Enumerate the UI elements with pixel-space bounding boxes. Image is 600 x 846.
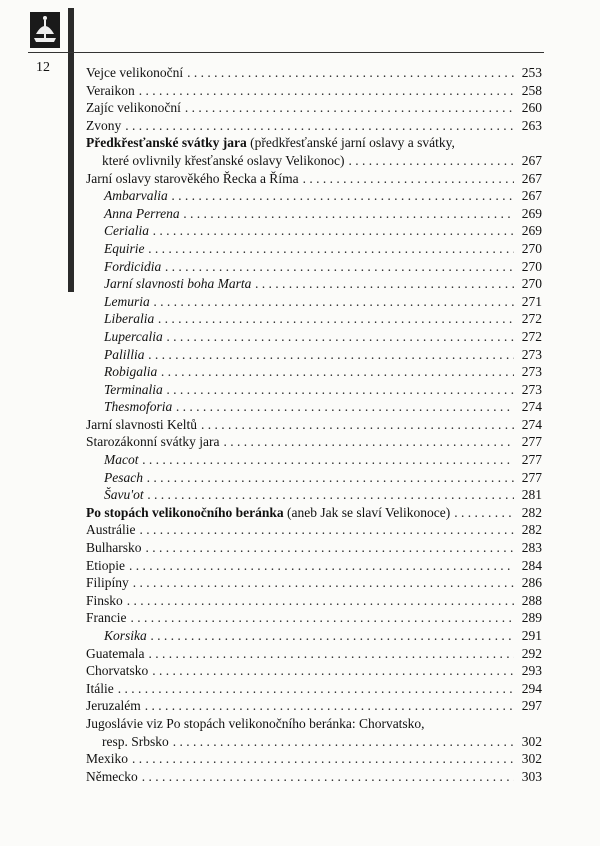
- toc-entry: [86, 381, 542, 399]
- toc-entry-title: Cerialia: [104, 223, 150, 239]
- toc-entry-title: Chorvatsko: [86, 663, 149, 679]
- toc-entry-title: Jarní slavnosti boha Marta: [104, 276, 252, 292]
- toc-entry: [86, 539, 542, 557]
- toc-leader-dots: [148, 486, 514, 504]
- toc-leader-dots: [154, 293, 514, 311]
- toc-entry-title: [86, 504, 450, 522]
- toc-entry: [86, 662, 542, 680]
- toc-leader-dots: [172, 187, 514, 205]
- toc-entry: [86, 240, 542, 258]
- toc-leader-dots: [223, 433, 514, 451]
- toc-entry: [86, 609, 542, 627]
- toc-entry-title: Anna Perrena: [104, 205, 180, 221]
- toc-entry-page: 297: [521, 698, 542, 714]
- toc-entry-title: Vejce velikonoční: [86, 65, 184, 80]
- toc-entry: [86, 504, 542, 522]
- toc-entry: [86, 275, 542, 293]
- toc-entry: [86, 433, 542, 451]
- toc-entry: [86, 258, 542, 276]
- toc-leader-dots: [167, 381, 514, 399]
- toc-entry-page: 258: [521, 82, 542, 98]
- toc-leader-dots: [133, 574, 514, 592]
- toc-entry-page: 270: [521, 240, 542, 256]
- toc-entry-title: Veraikon: [86, 82, 135, 98]
- toc-entry-page: 286: [521, 575, 542, 591]
- toc-entry-title: Thesmoforia: [104, 399, 173, 415]
- toc-entry-page: 292: [521, 645, 542, 661]
- toc-entry-page: 284: [521, 557, 542, 573]
- toc-entry-title: Jarní slavnosti Keltů: [86, 416, 197, 432]
- toc-entry-page: 253: [521, 65, 542, 80]
- toc-entry-title: Finsko: [86, 592, 123, 608]
- toc-leader-dots: [348, 152, 514, 170]
- toc-entry-page: 270: [521, 258, 542, 274]
- toc-entry-title: Pesach: [104, 469, 143, 485]
- toc-entry: [86, 627, 542, 645]
- toc-entry-page: 272: [521, 328, 542, 344]
- toc-entry-title-continued: které ovlivnily křesťanské oslavy Velikonoc): [102, 152, 345, 168]
- toc-entry: [86, 469, 542, 487]
- toc-entry-page: 294: [521, 680, 542, 696]
- toc-entry: [86, 521, 542, 539]
- toc-entry-title-rest: (předkřesťanské jarní oslavy a svátky,: [246, 135, 455, 151]
- toc-entry: [86, 592, 542, 610]
- toc-entry-title: Liberalia: [104, 311, 155, 327]
- toc-entry-page: 293: [521, 663, 542, 679]
- toc-entry-page: 274: [521, 416, 542, 432]
- toc-leader-dots: [142, 768, 514, 786]
- toc-entry-title: Guatemala: [86, 645, 145, 661]
- toc-leader-dots: [184, 205, 514, 223]
- toc-entry-page: 272: [521, 311, 542, 327]
- toc-leader-dots: [132, 750, 514, 768]
- toc-entry-page: 267: [521, 188, 542, 204]
- toc-entry: [86, 715, 542, 733]
- toc-leader-dots: [173, 733, 514, 751]
- toc-leader-dots: [139, 82, 514, 100]
- toc-entry-page: 267: [521, 152, 542, 168]
- toc-entry-title: Itálie: [86, 680, 114, 696]
- publisher-emblem-icon: [30, 12, 60, 48]
- toc-leader-dots: [149, 346, 515, 364]
- toc-entry-page: 273: [521, 381, 542, 397]
- toc-entry-title: Ambarvalia: [104, 188, 168, 204]
- toc-leader-dots: [118, 680, 514, 698]
- toc-entry-title-rest: (aneb Jak se slaví Velikonoce): [283, 504, 451, 520]
- toc-leader-dots: [303, 170, 514, 188]
- table-of-contents: [86, 64, 542, 785]
- toc-entry-title: Korsika: [104, 628, 147, 643]
- toc-leader-dots: [454, 504, 514, 522]
- toc-entry: [86, 328, 542, 346]
- toc-leader-dots: [147, 469, 514, 487]
- toc-leader-dots: [187, 64, 514, 82]
- toc-entry-title: Robigalia: [104, 364, 158, 380]
- toc-leader-dots: [167, 328, 514, 346]
- toc-entry-title: Lemuria: [104, 293, 150, 309]
- toc-entry-title: Zajíc velikonoční: [86, 100, 181, 116]
- toc-leader-dots: [176, 398, 514, 416]
- toc-entry-page: 273: [521, 364, 542, 380]
- toc-entry: [86, 451, 542, 469]
- toc-entry-page: 302: [521, 751, 542, 767]
- toc-entry-title-bold: Předkřesťanské svátky jara: [86, 135, 247, 151]
- toc-leader-dots: [158, 310, 514, 328]
- toc-leader-dots: [143, 451, 515, 469]
- toc-leader-dots: [153, 222, 514, 240]
- toc-entry: [86, 680, 542, 698]
- toc-entry: [86, 416, 542, 434]
- toc-leader-dots: [185, 99, 514, 117]
- toc-leader-dots: [129, 557, 514, 575]
- toc-leader-dots: [165, 258, 514, 276]
- toc-entry-title-bold: Po stopách velikonočního beránka: [86, 504, 284, 520]
- toc-entry-title: Fordicidia: [104, 258, 162, 274]
- toc-entry-page: 277: [521, 469, 542, 485]
- toc-entry-title-continued: resp. Srbsko: [102, 733, 169, 749]
- toc-entry-title: Zvony: [86, 117, 122, 133]
- toc-entry-title: Francie: [86, 610, 127, 626]
- toc-entry: [86, 64, 542, 82]
- toc-entry: [86, 750, 542, 768]
- toc-entry: [86, 310, 542, 328]
- toc-entry-page: 277: [521, 452, 542, 468]
- toc-leader-dots: [130, 609, 514, 627]
- toc-entry: [86, 82, 542, 100]
- toc-entry: [86, 117, 542, 135]
- toc-entry-page: 282: [521, 522, 542, 538]
- toc-leader-dots: [255, 275, 514, 293]
- toc-entry-title: Jarní oslavy starověkého Řecka a Říma: [86, 170, 299, 186]
- toc-entry: [86, 363, 542, 381]
- page-number: 12: [36, 60, 50, 75]
- toc-entry-page: 282: [521, 504, 542, 520]
- toc-entry-page: 283: [521, 540, 542, 556]
- toc-entry-page: 270: [521, 276, 542, 292]
- toc-leader-dots: [149, 240, 515, 258]
- toc-entry: [86, 134, 542, 152]
- toc-entry-title: [86, 134, 455, 152]
- toc-entry-title: Šavu'ot: [104, 487, 144, 503]
- toc-leader-dots: [127, 592, 514, 610]
- toc-entry: [86, 557, 542, 575]
- toc-entry-title: Jeruzalém: [86, 698, 141, 714]
- toc-leader-dots: [161, 363, 514, 381]
- toc-entry-page: 288: [521, 592, 542, 608]
- toc-entry: [86, 99, 542, 117]
- toc-entry: [86, 205, 542, 223]
- toc-leader-dots: [152, 662, 514, 680]
- toc-leader-dots: [125, 117, 514, 135]
- toc-entry: [86, 574, 542, 592]
- toc-entry-page: 260: [521, 100, 542, 116]
- toc-entry-title: Macot: [104, 452, 139, 468]
- toc-entry: [86, 170, 542, 188]
- toc-entry-title: Palillia: [104, 346, 145, 362]
- toc-entry-title: Mexiko: [86, 751, 128, 767]
- toc-entry-title: Jugoslávie viz Po stopách velikonočního beránka: Chorvatsko,: [86, 715, 425, 731]
- toc-entry: [86, 697, 542, 715]
- toc-entry-page: 302: [521, 733, 542, 749]
- toc-entry-title: Bulharsko: [86, 540, 142, 556]
- toc-entry-page: 269: [521, 223, 542, 239]
- toc-entry-title: Terminalia: [104, 381, 163, 397]
- toc-leader-dots: [151, 627, 514, 645]
- toc-entry-page: 291: [521, 628, 542, 643]
- toc-entry-page: 274: [521, 399, 542, 415]
- toc-entry-page: 303: [521, 768, 542, 784]
- toc-entry-page: 271: [521, 293, 542, 309]
- toc-entry-title: Equirie: [104, 240, 145, 256]
- toc-entry: [86, 768, 542, 786]
- toc-entry-page: 263: [521, 117, 542, 133]
- toc-entry-title: Filipíny: [86, 575, 129, 591]
- toc-entry-title: Německo: [86, 768, 138, 784]
- toc-entry-page: 277: [521, 434, 542, 450]
- toc-leader-dots: [140, 521, 515, 539]
- toc-entry: [86, 398, 542, 416]
- toc-leader-dots: [201, 416, 514, 434]
- toc-entry: [86, 486, 542, 504]
- toc-entry: [86, 187, 542, 205]
- toc-entry-continuation: [86, 733, 542, 751]
- toc-entry-page: 281: [521, 487, 542, 503]
- toc-entry-title: Austrálie: [86, 522, 136, 538]
- toc-entry: [86, 346, 542, 364]
- toc-leader-dots: [148, 645, 514, 663]
- toc-entry-title: Starozákonní svátky jara: [86, 434, 220, 450]
- toc-entry-page: 267: [521, 170, 542, 186]
- toc-leader-dots: [145, 697, 514, 715]
- toc-entry: [86, 222, 542, 240]
- horizontal-rule: [28, 52, 544, 53]
- toc-entry-continuation: [86, 152, 542, 170]
- toc-entry: [86, 293, 542, 311]
- toc-entry-page: 289: [521, 610, 542, 626]
- toc-entry-title: Etiopie: [86, 557, 125, 573]
- toc-entry-title: Lupercalia: [104, 328, 163, 344]
- vertical-rule: [68, 8, 74, 292]
- toc-entry-page: 269: [521, 205, 542, 221]
- toc-entry: [86, 645, 542, 663]
- toc-leader-dots: [146, 539, 515, 557]
- toc-entry-page: 273: [521, 346, 542, 362]
